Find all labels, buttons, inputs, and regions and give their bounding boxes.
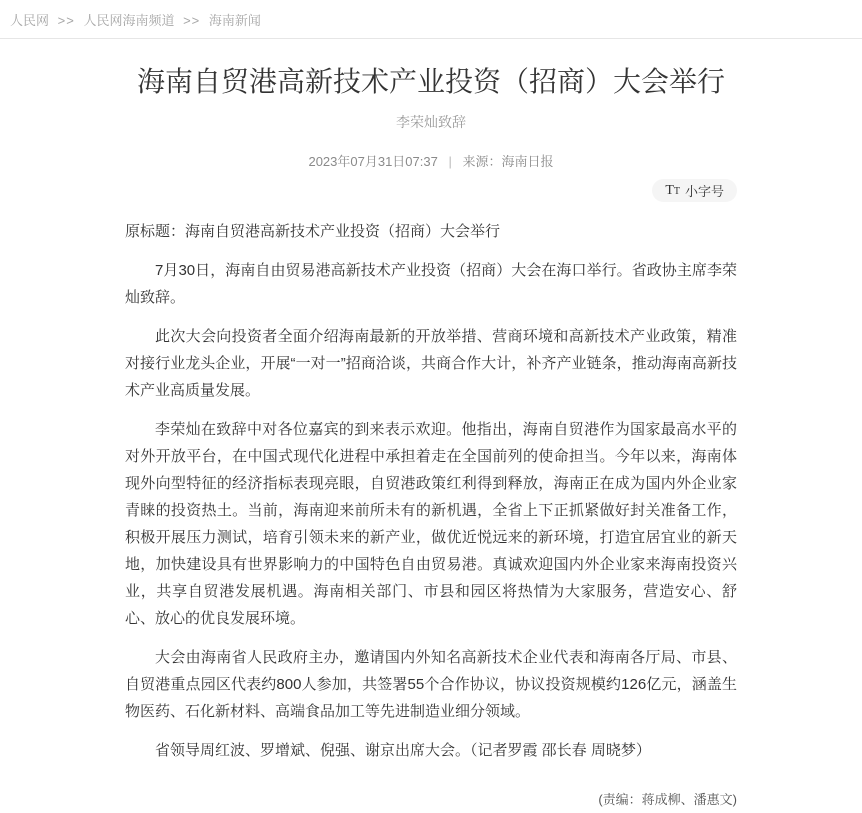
- article-content: [125, 64, 737, 813]
- article-toolbar: [125, 179, 737, 202]
- article-subtitle: 李荣灿致辞: [396, 114, 466, 130]
- paragraph: 李荣灿在致辞中对各位嘉宾的到来表示欢迎。他指出，海南自贸港作为国家最高水平的对外开放平台，在中国式现代化进程中承担着走在全国前列的使命担当。今年以来，海南体现外向型特征的经济指标表现亮眼，自贸港政策红利得到释放，海南正在成为国内外企业家青睐的投资热土。当前，海南迎来前所未有的新机遇，全省上下正抓紧做好封关准备工作，积极开展压力测试，培育引领未来的新产业，做优近悦远来的新环境，打造宜居宜业的新天地，加快建设具有世界影响力的中国特色自由贸易港。真诚欢迎国内外企业家来海南投资兴业，共享自贸港发展机遇。海南相关部门、市县和园区将热情为大家服务，营造安心、舒心、放心的优良发展环境。: [125, 421, 737, 627]
- font-size-icon: T T: [665, 182, 680, 198]
- editors-note: (责编：蒋成柳、潘惠文): [598, 792, 737, 807]
- paragraph: 省领导周红波、罗增斌、倪强、谢京出席大会。（记者罗霞 邵长春 周晓梦）: [155, 742, 651, 759]
- breadcrumb-separator: >>: [183, 13, 201, 28]
- breadcrumb: [0, 0, 862, 38]
- page-title: 海南自贸港高新技术产业投资（招商）大会举行: [136, 66, 725, 97]
- original-title-line: 原标题：海南自贸港高新技术产业投资（招商）大会举行: [125, 223, 501, 240]
- breadcrumb-link-hainan-channel[interactable]: 人民网海南频道: [83, 13, 175, 28]
- paragraph: 大会由海南省人民政府主办，邀请国内外知名高新技术企业代表和海南各厅局、市县、自贸港重点园区代表约800人参加，共签署55个合作协议，协议投资规模约126亿元，涵盖生物医药、石化新材料、高端食品加工等先进制造业细分领域。: [125, 649, 737, 720]
- paragraph: 7月30日，海南自由贸易港高新技术产业投资（招商）大会在海口举行。省政协主席李荣灿致辞。: [125, 262, 737, 306]
- breadcrumb-link-hainan-news[interactable]: 海南新闻: [208, 13, 261, 28]
- source-label: 来源：: [462, 154, 502, 169]
- meta-separator: |: [448, 154, 452, 169]
- breadcrumb-link-people-net[interactable]: 人民网: [10, 13, 50, 28]
- header-divider: [0, 38, 862, 39]
- publish-datetime: 2023年07月31日07:37: [308, 154, 438, 169]
- font-size-button-label: 小字号: [684, 184, 724, 199]
- paragraph: 此次大会向投资者全面介绍海南最新的开放举措、营商环境和高新技术产业政策，精准对接行业龙头企业，开展“一对一”招商洽谈，共商合作大计，补齐产业链条，推动海南高新技术产业高质量发展。: [125, 328, 737, 399]
- breadcrumb-separator: >>: [57, 13, 75, 28]
- font-size-button[interactable]: [652, 179, 737, 202]
- article-meta: [125, 151, 737, 170]
- article-body: [125, 218, 737, 813]
- source-name: 海南日报: [501, 154, 554, 169]
